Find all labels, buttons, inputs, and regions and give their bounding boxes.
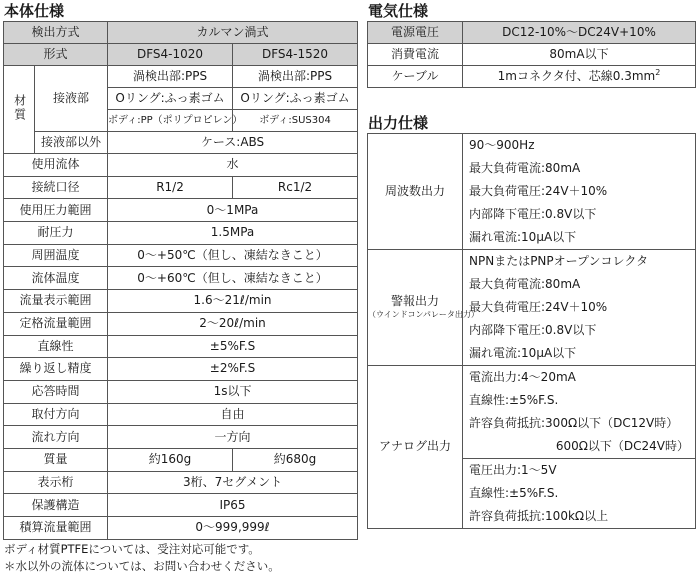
spec-row-label: 流体温度: [4, 267, 108, 290]
model-1020: DFS4-1020: [108, 44, 233, 66]
spec-row-label: 表示桁: [4, 471, 108, 494]
spec-line: 最大負荷電流:80mA: [469, 161, 581, 175]
cable-value: 1mコネクタ付、芯線$0.3mm^2$: [463, 66, 696, 88]
spec-row-value: 自由: [108, 403, 358, 426]
spec-row-label: 流れ方向: [4, 426, 108, 449]
detection-method-label: 検出方式: [4, 22, 108, 44]
spec-line: 600Ω以下（DC24V時）: [555, 439, 689, 453]
spec-line: 電流出力:4～20mA: [469, 370, 576, 384]
spec-row: [4, 199, 358, 222]
spec-row-value: 0～999,999ℓ: [108, 517, 358, 540]
frequency-output-label: 周波数出力: [368, 134, 463, 250]
wetted-cell: 渦検出部:PPS: [233, 66, 358, 88]
spec-row-label: 保護構造: [4, 494, 108, 517]
electrical-spec-table: [367, 21, 696, 88]
spec-row-label: 流量表示範囲: [4, 290, 108, 313]
spec-row: [4, 494, 358, 517]
spec-row-label: 応答時間: [4, 380, 108, 403]
spec-row-label: 直線性: [4, 335, 108, 358]
spec-row-value: 0～1MPa: [108, 199, 358, 222]
wetted-label: 接液部: [35, 66, 108, 132]
spec-row: [4, 244, 358, 267]
frequency-output-specs: [463, 134, 696, 250]
spec-line: 電圧出力:1～5V: [469, 463, 557, 477]
spec-row: [4, 176, 358, 199]
spec-line: 許容負荷抵抗:100kΩ以上: [469, 509, 609, 523]
main-spec-title: 本体仕様: [4, 2, 65, 20]
spec-row-value: ±5%F.S: [108, 335, 358, 358]
spec-row: [4, 358, 358, 381]
spec-row-value: 約680g: [233, 448, 358, 471]
spec-row-label: 使用流体: [4, 154, 108, 177]
alarm-output-sublabel: （ウインドコンパレータ出力）: [368, 310, 479, 320]
spec-row: [4, 403, 358, 426]
power-voltage-label: 電源電圧: [368, 22, 463, 44]
current-consumption-label: 消費電流: [368, 44, 463, 66]
spec-row-label: 周囲温度: [4, 244, 108, 267]
spec-row-label: 取付方向: [4, 403, 108, 426]
spec-row-value: 2～20ℓ/min: [108, 312, 358, 335]
spec-line: 許容負荷抵抗:300Ω以下（DC12V時）: [469, 416, 679, 430]
spec-row-value: 1.6～21ℓ/min: [108, 290, 358, 313]
electrical-spec-title: 電気仕様: [368, 2, 429, 20]
spec-row: [4, 154, 358, 177]
spec-row: [4, 380, 358, 403]
model-1520: DFS4-1520: [233, 44, 358, 66]
power-voltage-value: DC12-10%～DC24V+10%: [463, 22, 696, 44]
alarm-output-label: 警報出力 （ウインドコンパレータ出力）: [368, 250, 463, 366]
spec-row-label: 接続口径: [4, 176, 108, 199]
output-spec-title: 出力仕様: [368, 114, 429, 132]
alarm-output-specs: [463, 250, 696, 366]
spec-line: 最大負荷電圧:24V＋10%: [469, 184, 608, 198]
spec-line: 内部降下電圧:0.8V以下: [469, 207, 597, 221]
spec-row: [4, 426, 358, 449]
analog-voltage-specs: [463, 459, 696, 529]
analog-output-label: アナログ出力: [368, 366, 463, 529]
spec-row-value: 水: [108, 154, 358, 177]
spec-row-label: 定格流量範囲: [4, 312, 108, 335]
spec-line: 漏れ電流:10μA以下: [469, 230, 577, 244]
current-consumption-value: 80mA以下: [463, 44, 696, 66]
spec-row: [4, 222, 358, 245]
output-spec-table: [367, 133, 696, 529]
wetted-cell: ボディ:SUS304: [233, 110, 358, 132]
non-wetted-label: 接液部以外: [35, 132, 108, 154]
spec-row-value: 0～+60℃（但し、凍結なきこと）: [108, 267, 358, 290]
spec-row: [4, 517, 358, 540]
spec-row-value: 0～+50℃（但し、凍結なきこと）: [108, 244, 358, 267]
spec-line: NPNまたはPNPオープンコレクタ: [469, 254, 649, 268]
spec-row-value: ±2%F.S: [108, 358, 358, 381]
spec-row-value: R1/2: [108, 176, 233, 199]
spec-row-label: 使用圧力範囲: [4, 199, 108, 222]
spec-row: [4, 471, 358, 494]
spec-row-label: 耐圧力: [4, 222, 108, 245]
wetted-cell: Oリング:ふっ素ゴム: [108, 88, 233, 110]
spec-row-value: 1.5MPa: [108, 222, 358, 245]
spec-row: [4, 267, 358, 290]
spec-row: [4, 448, 358, 471]
spec-line: 最大負荷電圧:24V＋10%: [469, 300, 608, 314]
spec-row-label: 質量: [4, 448, 108, 471]
spec-row: [4, 335, 358, 358]
spec-row-value: 3桁、7セグメント: [108, 471, 358, 494]
spec-row-label: 繰り返し精度: [4, 358, 108, 381]
wetted-cell: 渦検出部:PPS: [108, 66, 233, 88]
wetted-cell: Oリング:ふっ素ゴム: [233, 88, 358, 110]
note-line: ＊水以外の流体については、お問い合わせください。: [4, 559, 280, 573]
non-wetted-value: ケース:ABS: [108, 132, 358, 154]
spec-row-value: 約160g: [108, 448, 233, 471]
spec-line: 内部降下電圧:0.8V以下: [469, 323, 597, 337]
spec-line: 直線性:±5%F.S.: [469, 393, 559, 407]
note-line: ボディ材質PTFEについては、受注対応可能です。: [4, 542, 260, 556]
spec-row-value: IP65: [108, 494, 358, 517]
spec-row-value: 一方向: [108, 426, 358, 449]
spec-row: [4, 312, 358, 335]
analog-current-specs: [463, 366, 696, 459]
spec-row-value: 1s以下: [108, 380, 358, 403]
main-spec-notes: [4, 541, 280, 575]
cable-label: ケーブル: [368, 66, 463, 88]
wetted-cell: ボディ:PP（ポリプロピレン）: [108, 110, 233, 132]
spec-row-label: 積算流量範囲: [4, 517, 108, 540]
model-label: 形式: [4, 44, 108, 66]
spec-line: 直線性:±5%F.S.: [469, 486, 559, 500]
spec-line: 90～900Hz: [469, 138, 535, 152]
spec-line: 最大負荷電流:80mA: [469, 277, 581, 291]
spec-row: [4, 290, 358, 313]
spec-line: 漏れ電流:10μA以下: [469, 346, 577, 360]
material-label: 材質: [4, 66, 35, 154]
main-spec-table: [3, 21, 358, 540]
detection-method-value: カルマン渦式: [108, 22, 358, 44]
spec-row-value: Rc1/2: [233, 176, 358, 199]
